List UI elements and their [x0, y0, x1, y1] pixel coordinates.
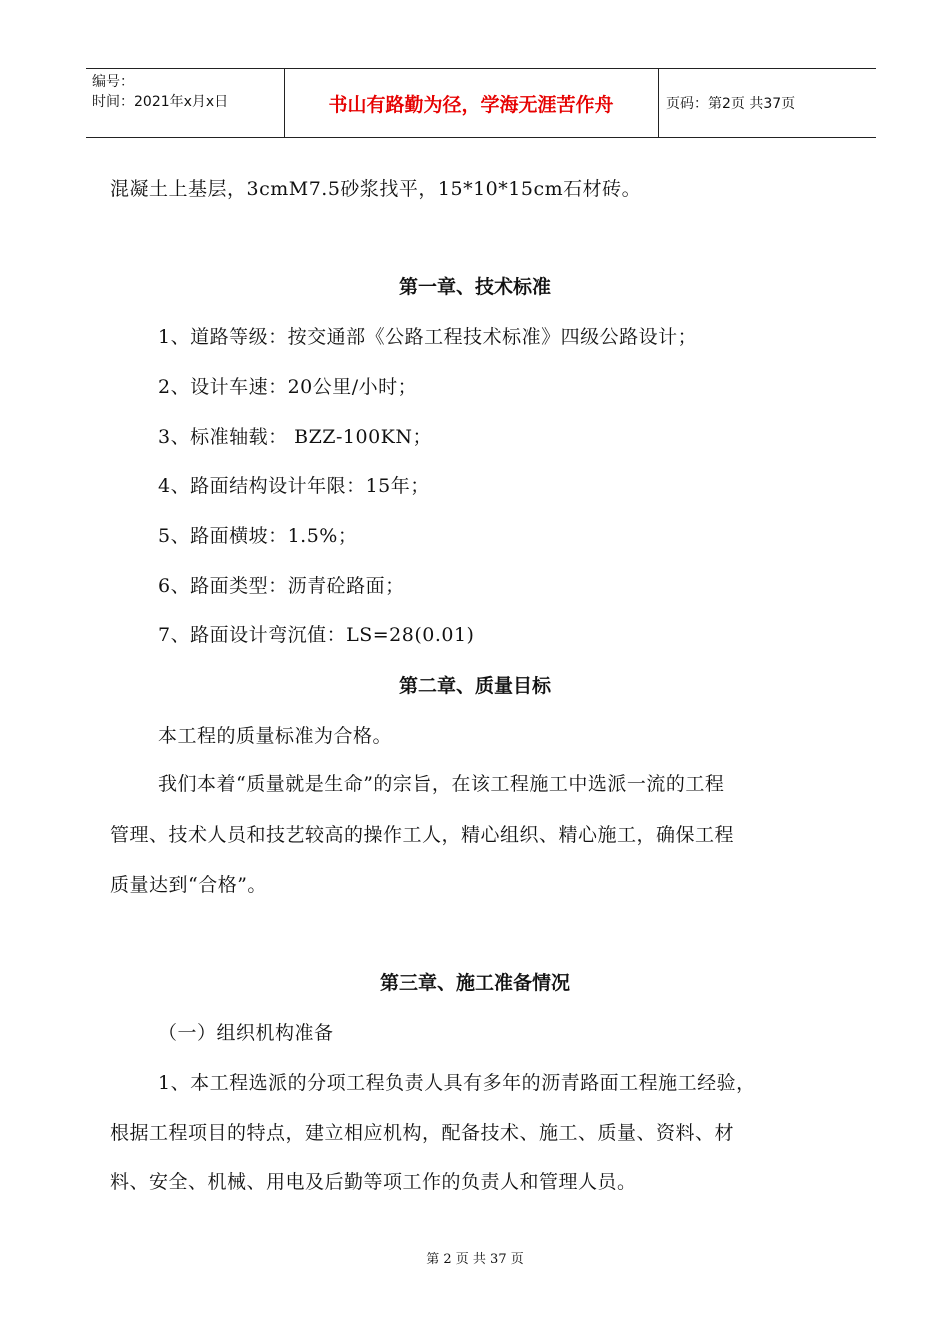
list-item: 6、路面类型：沥青砼路面； — [158, 575, 405, 597]
number-label: 编号： — [92, 74, 134, 90]
paragraph-line: 我们本着“质量就是生命”的宗旨，在该工程施工中选派一流的工程 — [158, 773, 725, 795]
list-item: 2、设计车速：20公里/小时； — [158, 376, 418, 398]
time-label: 时间：2021年x月x日 — [92, 94, 229, 110]
header-meta-cell — [86, 69, 284, 137]
chapter-title: 第三章、施工准备情况 — [379, 972, 570, 994]
list-item: 3、标准轴载： BZZ-100KN； — [158, 426, 432, 448]
section-subtitle: （一）组织机构准备 — [158, 1022, 334, 1044]
paragraph-line: 1、本工程选派的分项工程负责人具有多年的沥青路面工程施工经验， — [158, 1072, 756, 1094]
list-item: 7、路面设计弯沉值：LS=28(0.01) — [158, 624, 475, 646]
paragraph-line: 质量达到“合格”。 — [110, 874, 267, 896]
list-item: 1、道路等级：按交通部《公路工程技术标准》四级公路设计； — [158, 326, 698, 348]
paragraph-line: 混凝土上基层，3cmM7.5砂浆找平，15*10*15cm石材砖。 — [110, 178, 642, 200]
header-divider — [658, 69, 659, 137]
chapter-title: 第二章、质量目标 — [398, 675, 551, 697]
page-header-table — [86, 68, 876, 138]
chapter-title: 第一章、技术标准 — [398, 276, 551, 298]
header-motto: 书山有路勤为径，学海无涯苦作舟 — [328, 93, 614, 116]
header-page-info: 页码：第2页 共37页 — [666, 96, 796, 112]
list-item: 4、路面结构设计年限：15年； — [158, 475, 430, 497]
list-item: 5、路面横坡：1.5%； — [158, 525, 358, 547]
paragraph-line: 根据工程项目的特点，建立相应机构，配备技术、施工、质量、资料、材 — [110, 1122, 735, 1144]
paragraph-line: 管理、技术人员和技艺较高的操作工人，精心组织、精心施工，确保工程 — [110, 824, 735, 846]
paragraph-line: 本工程的质量标准为合格。 — [158, 725, 393, 747]
page-footer: 第 2 页 共 37 页 — [426, 1252, 524, 1267]
paragraph-line: 料、安全、机械、用电及后勤等项工作的负责人和管理人员。 — [110, 1171, 637, 1193]
